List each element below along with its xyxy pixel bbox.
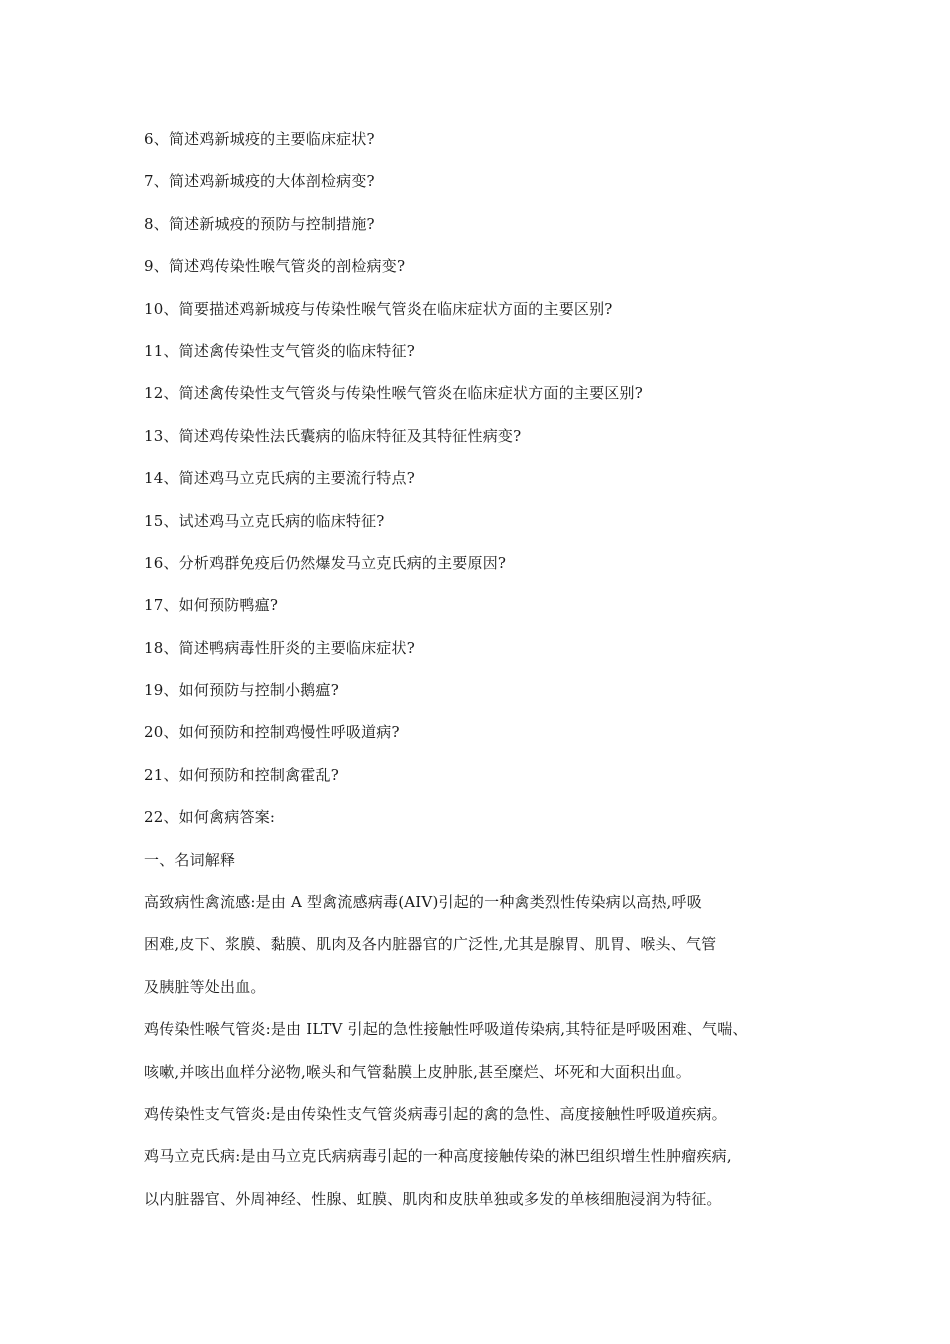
section-heading: 一、名词解释 [144, 850, 236, 869]
question-line: 17、如何预防鸭瘟? [144, 596, 279, 615]
question-line: 16、分析鸡群免疫后仍然爆发马立克氏病的主要原因? [144, 553, 507, 572]
question-line: 12、简述禽传染性支气管炎与传染性喉气管炎在临床症状方面的主要区别? [144, 384, 643, 403]
definition-line: 高致病性禽流感:是由 A 型禽流感病毒(AIV)引起的一种禽类烈性传染病以高热,呼吸 [144, 893, 702, 912]
question-line: 7、简述鸡新城疫的大体剖检病变? [144, 172, 375, 191]
question-line: 13、简述鸡传染性法氏囊病的临床特征及其特征性病变? [144, 426, 522, 445]
question-line: 15、试述鸡马立克氏病的临床特征? [144, 511, 385, 530]
question-line: 10、简要描述鸡新城疫与传染性喉气管炎在临床症状方面的主要区别? [144, 299, 613, 318]
definition-line: 及胰脏等处出血。 [144, 977, 266, 996]
definition-line: 鸡马立克氏病:是由马立克氏病病毒引起的一种高度接触传染的淋巴组织增生性肿瘤疾病, [144, 1147, 732, 1166]
question-line: 19、如何预防与控制小鹅瘟? [144, 681, 339, 700]
question-line: 22、如何禽病答案: [144, 808, 276, 827]
question-line: 20、如何预防和控制鸡慢性呼吸道病? [144, 723, 400, 742]
question-line: 9、简述鸡传染性喉气管炎的剖检病变? [144, 257, 406, 276]
definition-line: 咳嗽,并咳出血样分泌物,喉头和气管黏膜上皮肿胀,甚至糜烂、坏死和大面积出血。 [144, 1062, 691, 1081]
question-line: 6、简述鸡新城疫的主要临床症状? [144, 130, 375, 148]
definition-line: 鸡传染性喉气管炎:是由 ILTV 引起的急性接触性呼吸道传染病,其特征是呼吸困难、气喘、 [144, 1020, 748, 1039]
question-line: 14、简述鸡马立克氏病的主要流行特点? [144, 469, 415, 488]
document-body [144, 118, 824, 1220]
question-line: 11、简述禽传染性支气管炎的临床特征? [144, 341, 415, 360]
question-line: 18、简述鸭病毒性肝炎的主要临床症状? [144, 638, 415, 657]
question-line: 21、如何预防和控制禽霍乱? [144, 765, 339, 784]
definition-line: 困难,皮下、浆膜、黏膜、肌肉及各内脏器官的广泛性,尤其是腺胃、肌胃、喉头、气管 [144, 935, 717, 954]
definition-line: 鸡传染性支气管炎:是由传染性支气管炎病毒引起的禽的急性、高度接触性呼吸道疾病。 [144, 1104, 727, 1123]
question-line: 8、简述新城疫的预防与控制措施? [144, 214, 375, 233]
definition-line: 以内脏器官、外周神经、性腺、虹膜、肌肉和皮肤单独或多发的单核细胞浸润为特征。 [144, 1189, 722, 1208]
